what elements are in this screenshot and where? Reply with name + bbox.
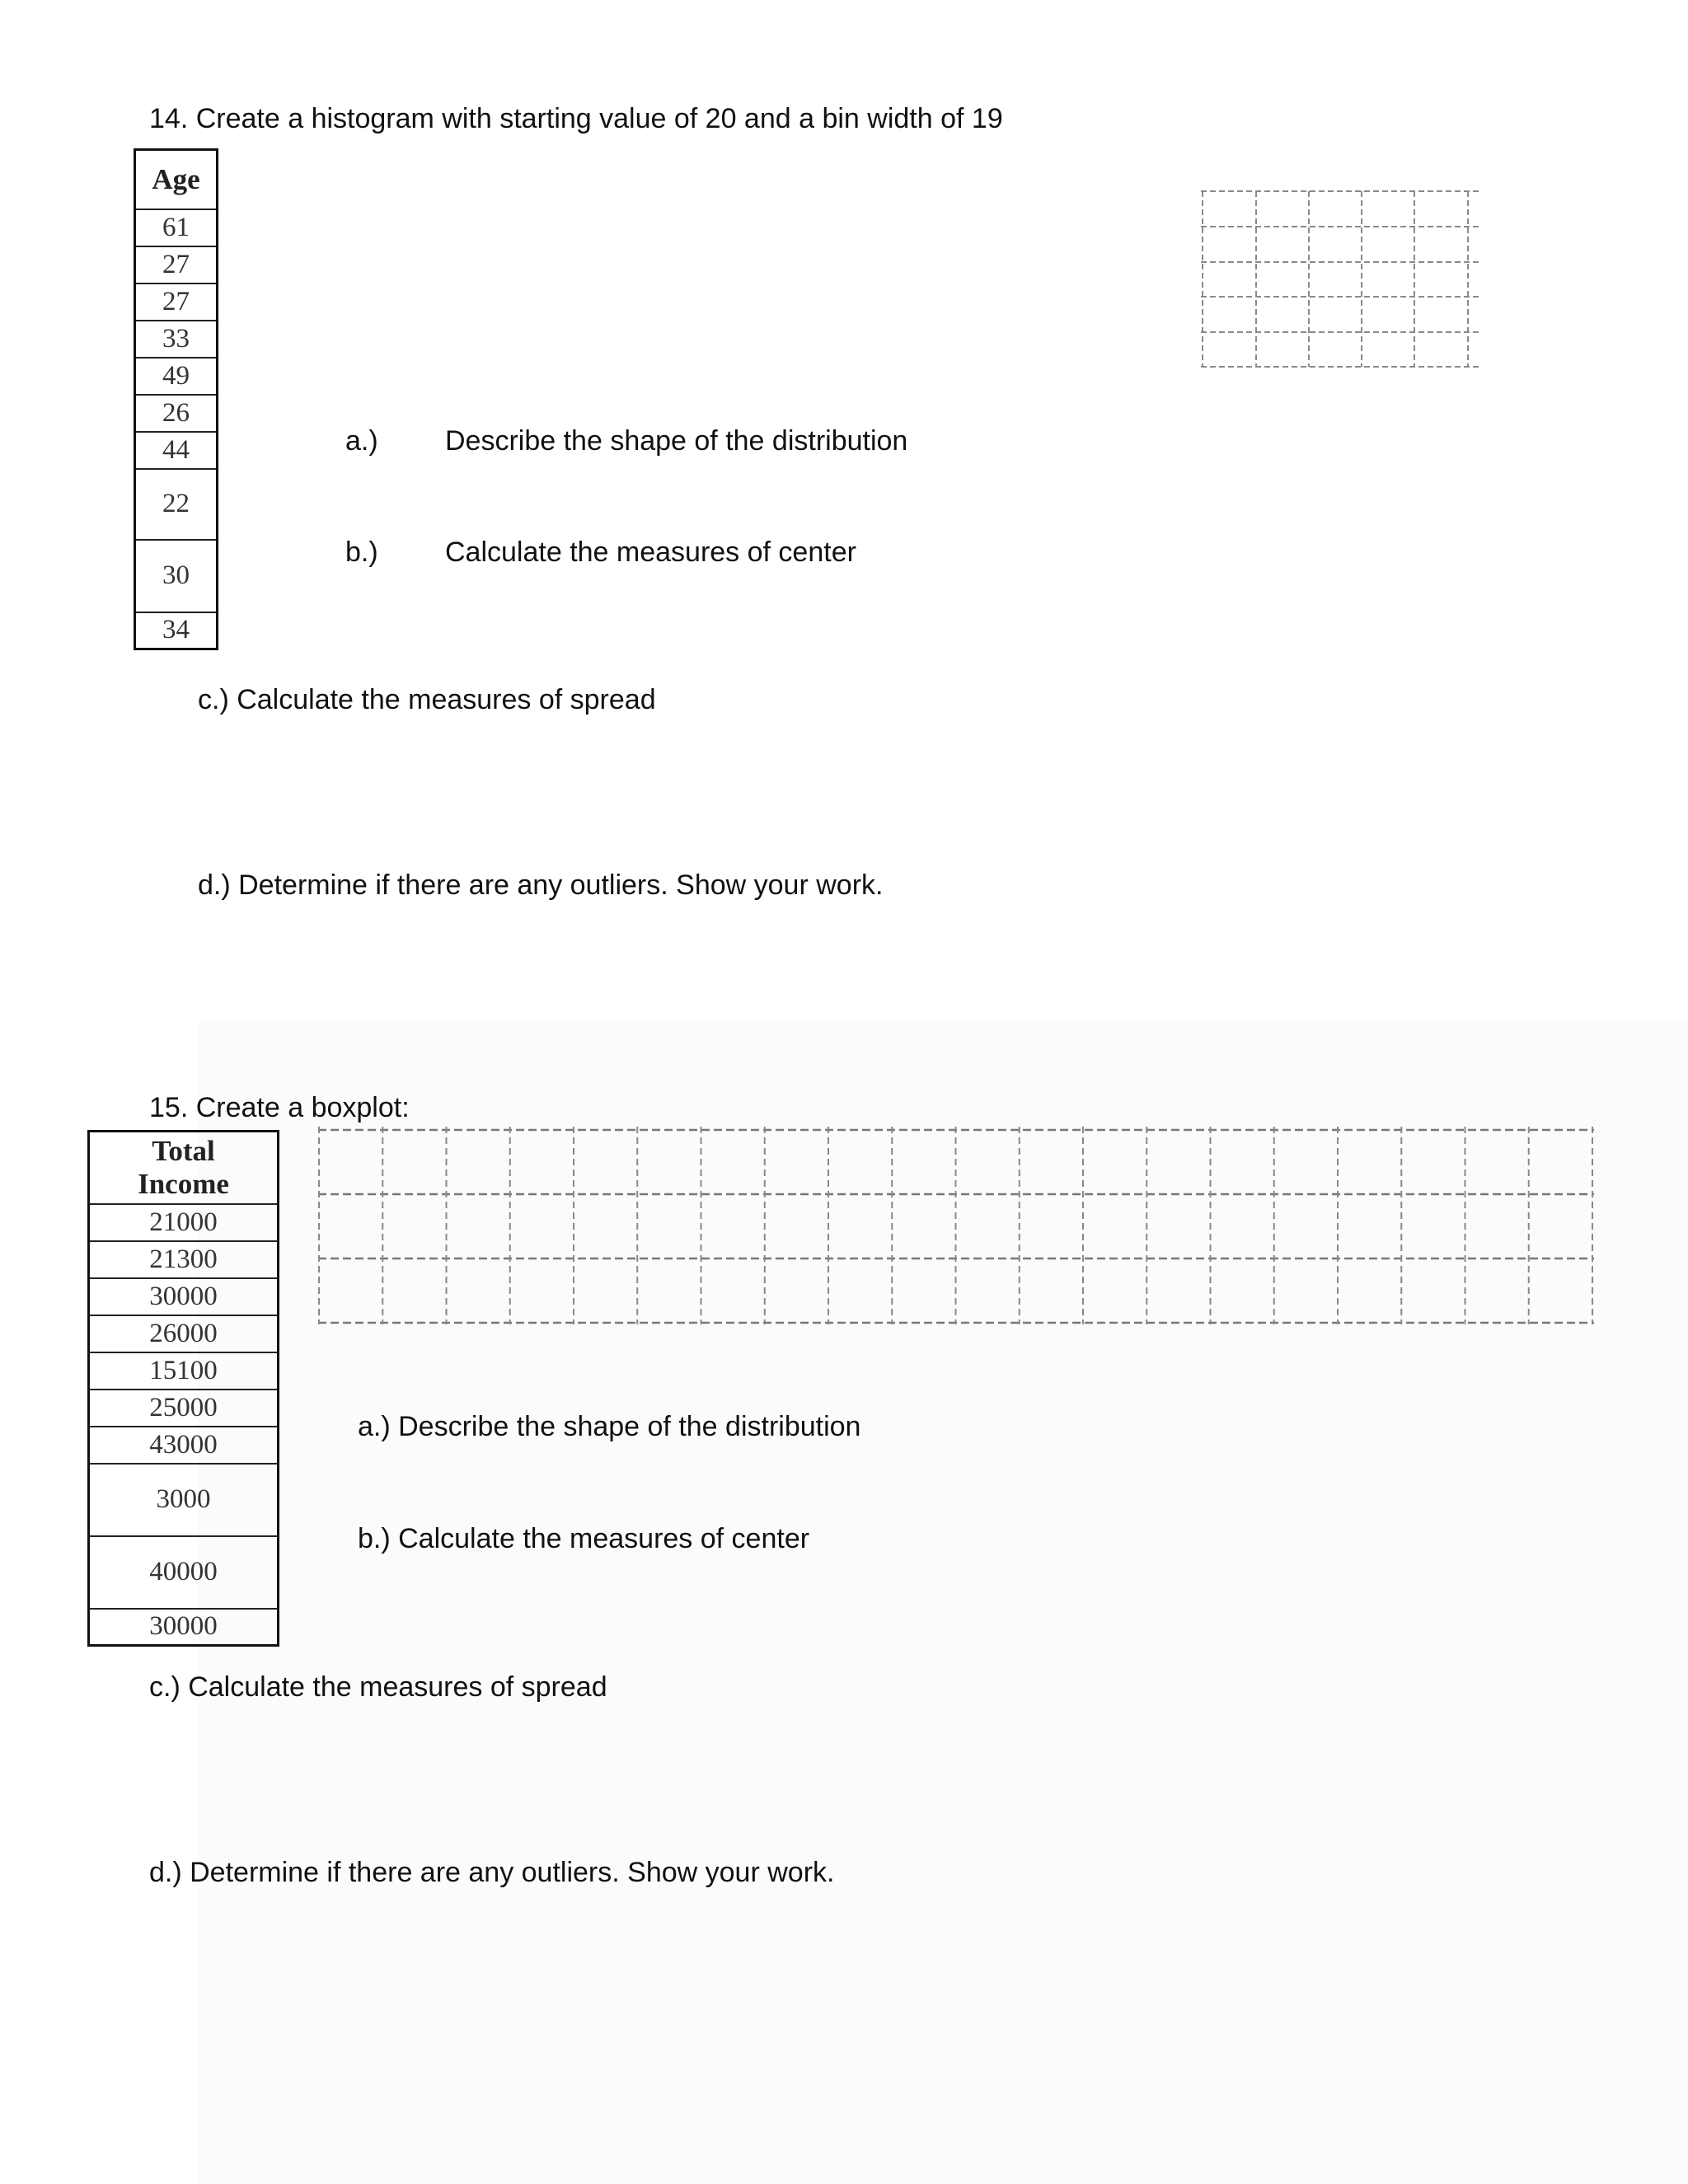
table-cell: 40000 bbox=[89, 1536, 279, 1609]
q15-c-text: c.) Calculate the measures of spread bbox=[149, 1671, 607, 1703]
table-cell: 21000 bbox=[89, 1204, 279, 1241]
table-cell: 27 bbox=[135, 246, 218, 284]
table-cell: 22 bbox=[135, 469, 218, 540]
table-cell: 25000 bbox=[89, 1390, 279, 1427]
q14-c-text: c.) Calculate the measures of spread bbox=[198, 684, 656, 715]
table-cell: 44 bbox=[135, 432, 218, 469]
q14-b-label: b.) bbox=[345, 537, 378, 568]
table-cell: 26 bbox=[135, 395, 218, 432]
table-cell: 15100 bbox=[89, 1352, 279, 1390]
table-cell: 34 bbox=[135, 612, 218, 649]
table-cell: 43000 bbox=[89, 1427, 279, 1464]
table-cell: 61 bbox=[135, 209, 218, 246]
table-cell: 33 bbox=[135, 321, 218, 358]
table-cell: 49 bbox=[135, 358, 218, 395]
income-header-line1: Total bbox=[152, 1134, 215, 1167]
q15-d-text: d.) Determine if there are any outliers. Show your work. bbox=[149, 1857, 835, 1888]
q14-a-label: a.) bbox=[345, 425, 378, 457]
q14-a-text: Describe the shape of the distribution bbox=[445, 425, 908, 457]
age-table-header: Age bbox=[135, 150, 218, 209]
table-cell: 30 bbox=[135, 540, 218, 612]
age-table bbox=[134, 148, 218, 650]
table-cell: 3000 bbox=[89, 1464, 279, 1536]
table-cell: 30000 bbox=[89, 1278, 279, 1315]
table-cell: 27 bbox=[135, 284, 218, 321]
income-table bbox=[87, 1130, 279, 1647]
q15-b-text: b.) Calculate the measures of center bbox=[358, 1523, 810, 1554]
table-cell: 26000 bbox=[89, 1315, 279, 1352]
histogram-grid bbox=[1199, 190, 1484, 371]
boxplot-grid bbox=[316, 1123, 1596, 1329]
table-cell: 30000 bbox=[89, 1609, 279, 1646]
income-table-header bbox=[89, 1132, 279, 1204]
q15-title: 15. Create a boxplot: bbox=[149, 1092, 410, 1123]
table-cell: 21300 bbox=[89, 1241, 279, 1278]
q14-title: 14. Create a histogram with starting value of 20 and a bin width of 19 bbox=[149, 103, 1003, 134]
q15-a-text: a.) Describe the shape of the distribution bbox=[358, 1411, 861, 1442]
q14-b-text: Calculate the measures of center bbox=[445, 537, 856, 568]
income-header-line2: Income bbox=[138, 1167, 229, 1200]
q14-d-text: d.) Determine if there are any outliers. Show your work. bbox=[198, 869, 884, 901]
